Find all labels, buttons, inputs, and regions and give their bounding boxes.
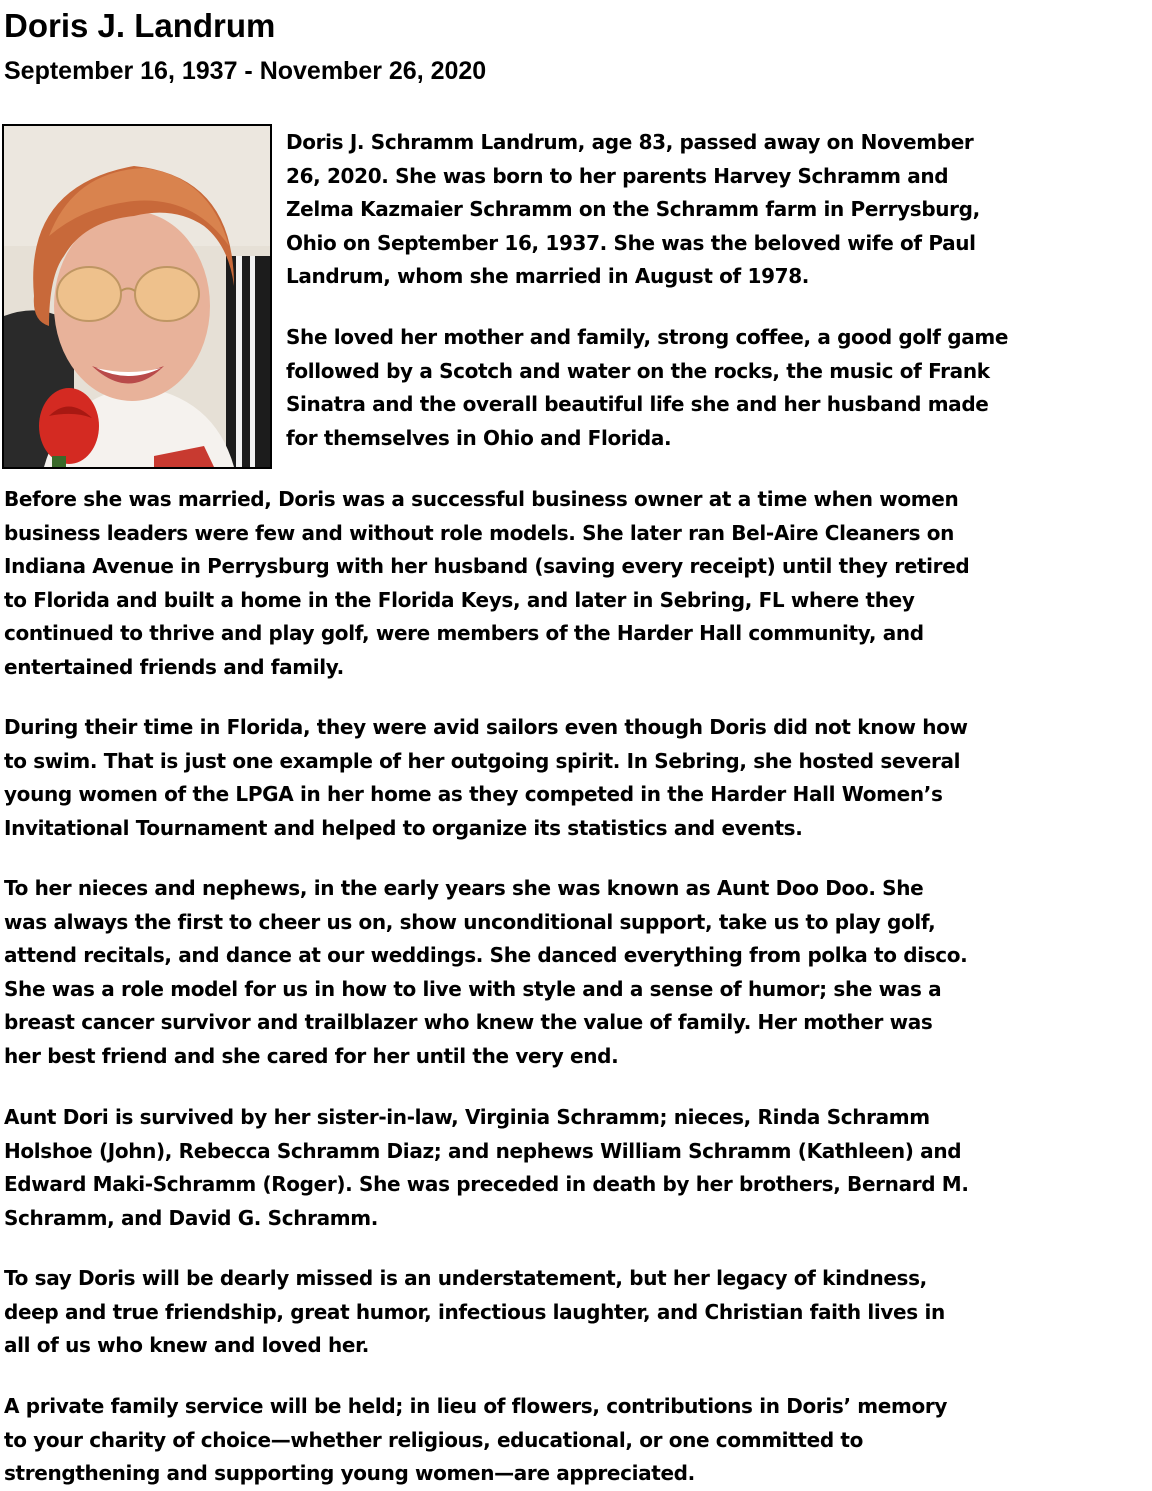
text-line: young women of the LPGA in her home as they competed in the Harder Hall Women’s xyxy=(4,782,943,806)
text-line: was always the first to cheer us on, show unconditional support, take us to play golf, xyxy=(4,909,936,934)
text-line: for themselves in Ohio and Florida. xyxy=(286,425,672,450)
text-line: followed by a Scotch and water on the rocks, the music of Frank xyxy=(286,358,990,383)
text-line: To her nieces and nephews, in the early years she was known as Aunt Doo Doo. She xyxy=(4,876,924,900)
paragraph-family xyxy=(4,872,967,1073)
text-line: She loved her mother and family, strong coffee, a good golf game xyxy=(286,325,1009,349)
text-line: entertained friends and family. xyxy=(4,654,344,679)
text-line: breast cancer survivor and trailblazer who knew the value of family. Her mother was xyxy=(4,1010,933,1034)
text-line: Sinatra and the overall beautiful life she and her husband made xyxy=(286,392,989,416)
text-line: Invitational Tournament and helped to organize its statistics and events. xyxy=(4,815,803,840)
text-line: attend recitals, and dance at our weddings. She danced everything from polka to disco. xyxy=(4,943,968,967)
text-line: Schramm, and David G. Schramm. xyxy=(4,1205,378,1230)
text-line: Indiana Avenue in Perrysburg with her husband (saving every receipt) until they retired xyxy=(4,554,970,578)
paragraph-service xyxy=(4,1390,947,1491)
portrait-photo-icon xyxy=(4,126,270,467)
text-line: continued to thrive and play golf, were members of the Harder Hall community, and xyxy=(4,621,924,645)
portrait-photo xyxy=(2,124,272,469)
text-line: Edward Maki-Schramm (Roger). She was preceded in death by her brothers, Bernard M. xyxy=(4,1172,969,1196)
obituary-name: Doris J. Landrum xyxy=(4,7,276,44)
text-line: Landrum, whom she married in August of 1978. xyxy=(286,264,810,288)
text-line: A private family service will be held; in lieu of flowers, contributions in Doris’ memory xyxy=(4,1394,948,1418)
text-line: She was a role model for us in how to live with style and a sense of humor; she was a xyxy=(4,976,942,1001)
paragraph-florida xyxy=(4,711,968,845)
text-line: to swim. That is just one example of her outgoing spirit. In Sebring, she hosted several xyxy=(4,748,961,773)
text-line: Zelma Kazmaier Schramm on the Schramm farm in Perrysburg, xyxy=(286,197,980,221)
life-dates: September 16, 1937 - November 26, 2020 xyxy=(4,57,487,85)
text-line: deep and true friendship, great humor, infectious laughter, and Christian faith lives in xyxy=(4,1299,945,1324)
text-line: During their time in Florida, they were avid sailors even though Doris did not know how xyxy=(4,715,968,739)
text-line: Before she was married, Doris was a successful business owner at a time when women xyxy=(4,487,959,511)
paragraph-legacy xyxy=(4,1262,945,1363)
text-line: to your charity of choice—whether religious, educational, or one committed to xyxy=(4,1427,864,1452)
text-line: all of us who knew and loved her. xyxy=(4,1333,369,1357)
text-line: 26, 2020. She was born to her parents Harvey Schramm and xyxy=(286,163,949,188)
text-line: business leaders were few and without role models. She later ran Bel-Aire Cleaners on xyxy=(4,520,955,545)
text-line: Doris J. Schramm Landrum, age 83, passed away on November xyxy=(286,130,974,154)
paragraph-intro xyxy=(286,126,980,294)
paragraph-loves xyxy=(286,321,1008,455)
text-line: To say Doris will be dearly missed is an understatement, but her legacy of kindness, xyxy=(4,1266,927,1290)
text-line: strengthening and supporting young women—are appreciated. xyxy=(4,1461,695,1485)
paragraph-career xyxy=(4,483,969,684)
paragraph-survivors xyxy=(4,1101,969,1235)
text-line: Aunt Dori is survived by her sister-in-law, Virginia Schramm; nieces, Rinda Schramm xyxy=(4,1105,930,1129)
text-line: Ohio on September 16, 1937. She was the beloved wife of Paul xyxy=(286,230,976,255)
text-line: to Florida and built a home in the Florida Keys, and later in Sebring, FL where they xyxy=(4,587,915,612)
text-line: her best friend and she cared for her until the very end. xyxy=(4,1043,619,1068)
text-line: Holshoe (John), Rebecca Schramm Diaz; and nephews William Schramm (Kathleen) and xyxy=(4,1138,962,1163)
